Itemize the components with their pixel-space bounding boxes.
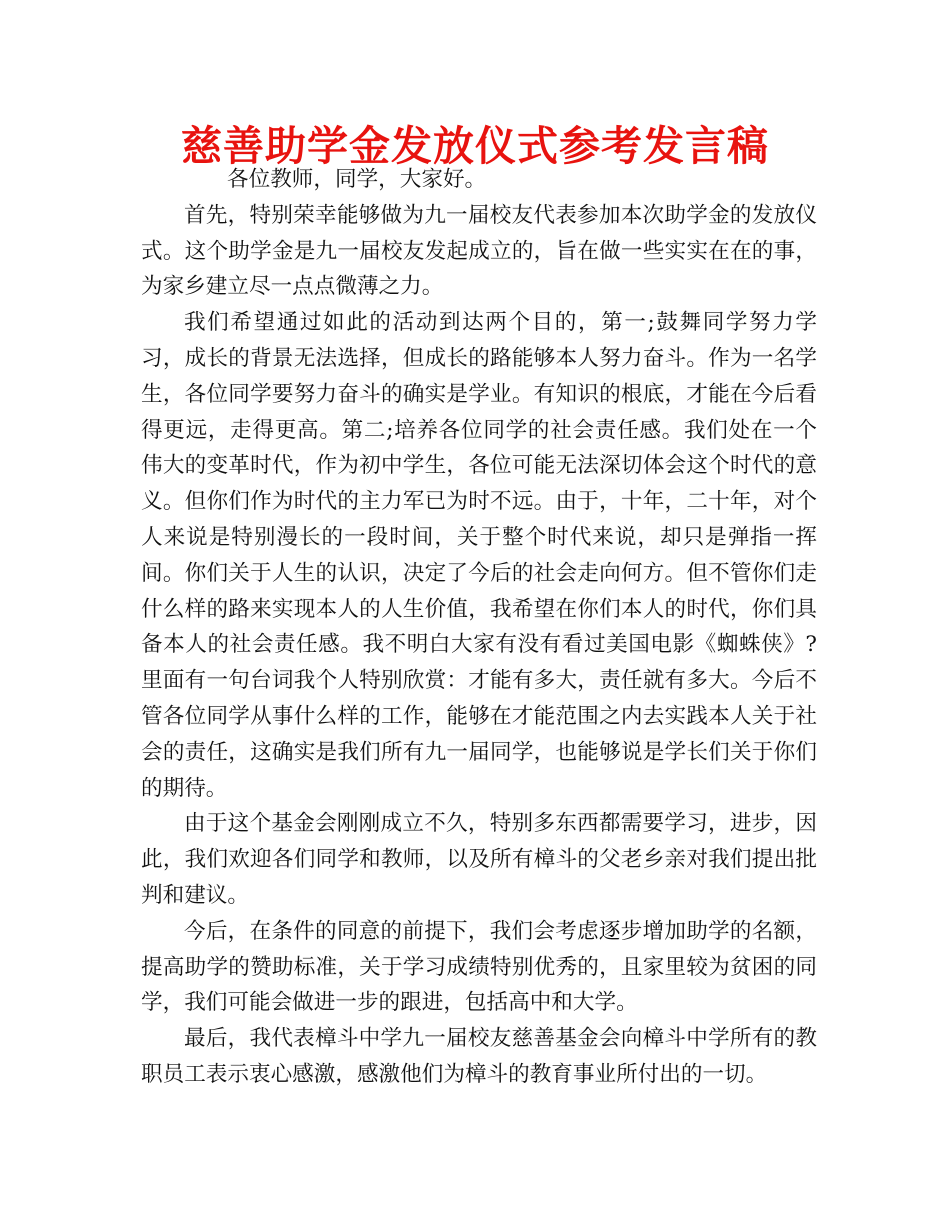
paragraph-4: 今后，在条件的同意的前提下，我们会考虑逐步增加助学的名额，提高助学的赞助标准，关于学习成绩特别优秀的，且家里较为贫困的同学，我们可能会做进一步的跟进，包括高中和大学。 [141,918,817,1016]
greeting-paragraph: 各位教师，同学，大家好。 [227,167,487,192]
paragraph-3: 由于这个基金会刚刚成立不久，特别多东西都需要学习，进步，因此，我们欢迎各们同学和教师，以及所有樟斗的父老乡亲对我们提出批判和建议。 [141,811,817,908]
paragraph-2: 我们希望通过如此的活动到达两个目的，第一;鼓舞同学努力学习，成长的背景无法选择，但成长的路能够本人努力奋斗。作为一名学生，各位同学要努力奋斗的确实是学业。有知识的根底，才能在今后看得更远，走得更高。第二;培养各位同学的社会责任感。我们处在一个伟大的变革时代，作为初中学生，各位可能无法深切体会这个时代的意义。但你们作为时代的主力军已为时不远。由于，十年，二十年，对个人来说是特别漫长的一段时间，关于整个时代来说，却只是弹指一挥间。你们关于人生的认识，决定了今后的社会走向何方。但不管你们走什么样的路来实现本人的人生价值，我希望在你们本人的时代，你们具备本人的社会责任感。我不明白大家有没有看过美国电影《蜘蛛侠》?里面有一句台词我个人特别欣赏：才能有多大，责任就有多大。今后不管各位同学从事什么样的工作，能够在才能范围之内去实践本人关于社会的责任，这确实是我们所有九一届同学，也能够说是学长们关于你们的期待。 [141,310,817,801]
paragraph-1: 首先，特别荣幸能够做为九一届校友代表参加本次助学金的发放仪式。这个助学金是九一届校友发起成立的，旨在做一些实实在在的事，为家乡建立尽一点点微薄之力。 [141,202,817,300]
document-title: 慈善助学金发放仪式参考发言稿 [181,122,769,170]
paragraph-5: 最后，我代表樟斗中学九一届校友慈善基金会向樟斗中学所有的教职员工表示衷心感激，感激他们为樟斗的教育事业所付出的一切。 [141,1026,817,1087]
document-body [141,162,817,1093]
